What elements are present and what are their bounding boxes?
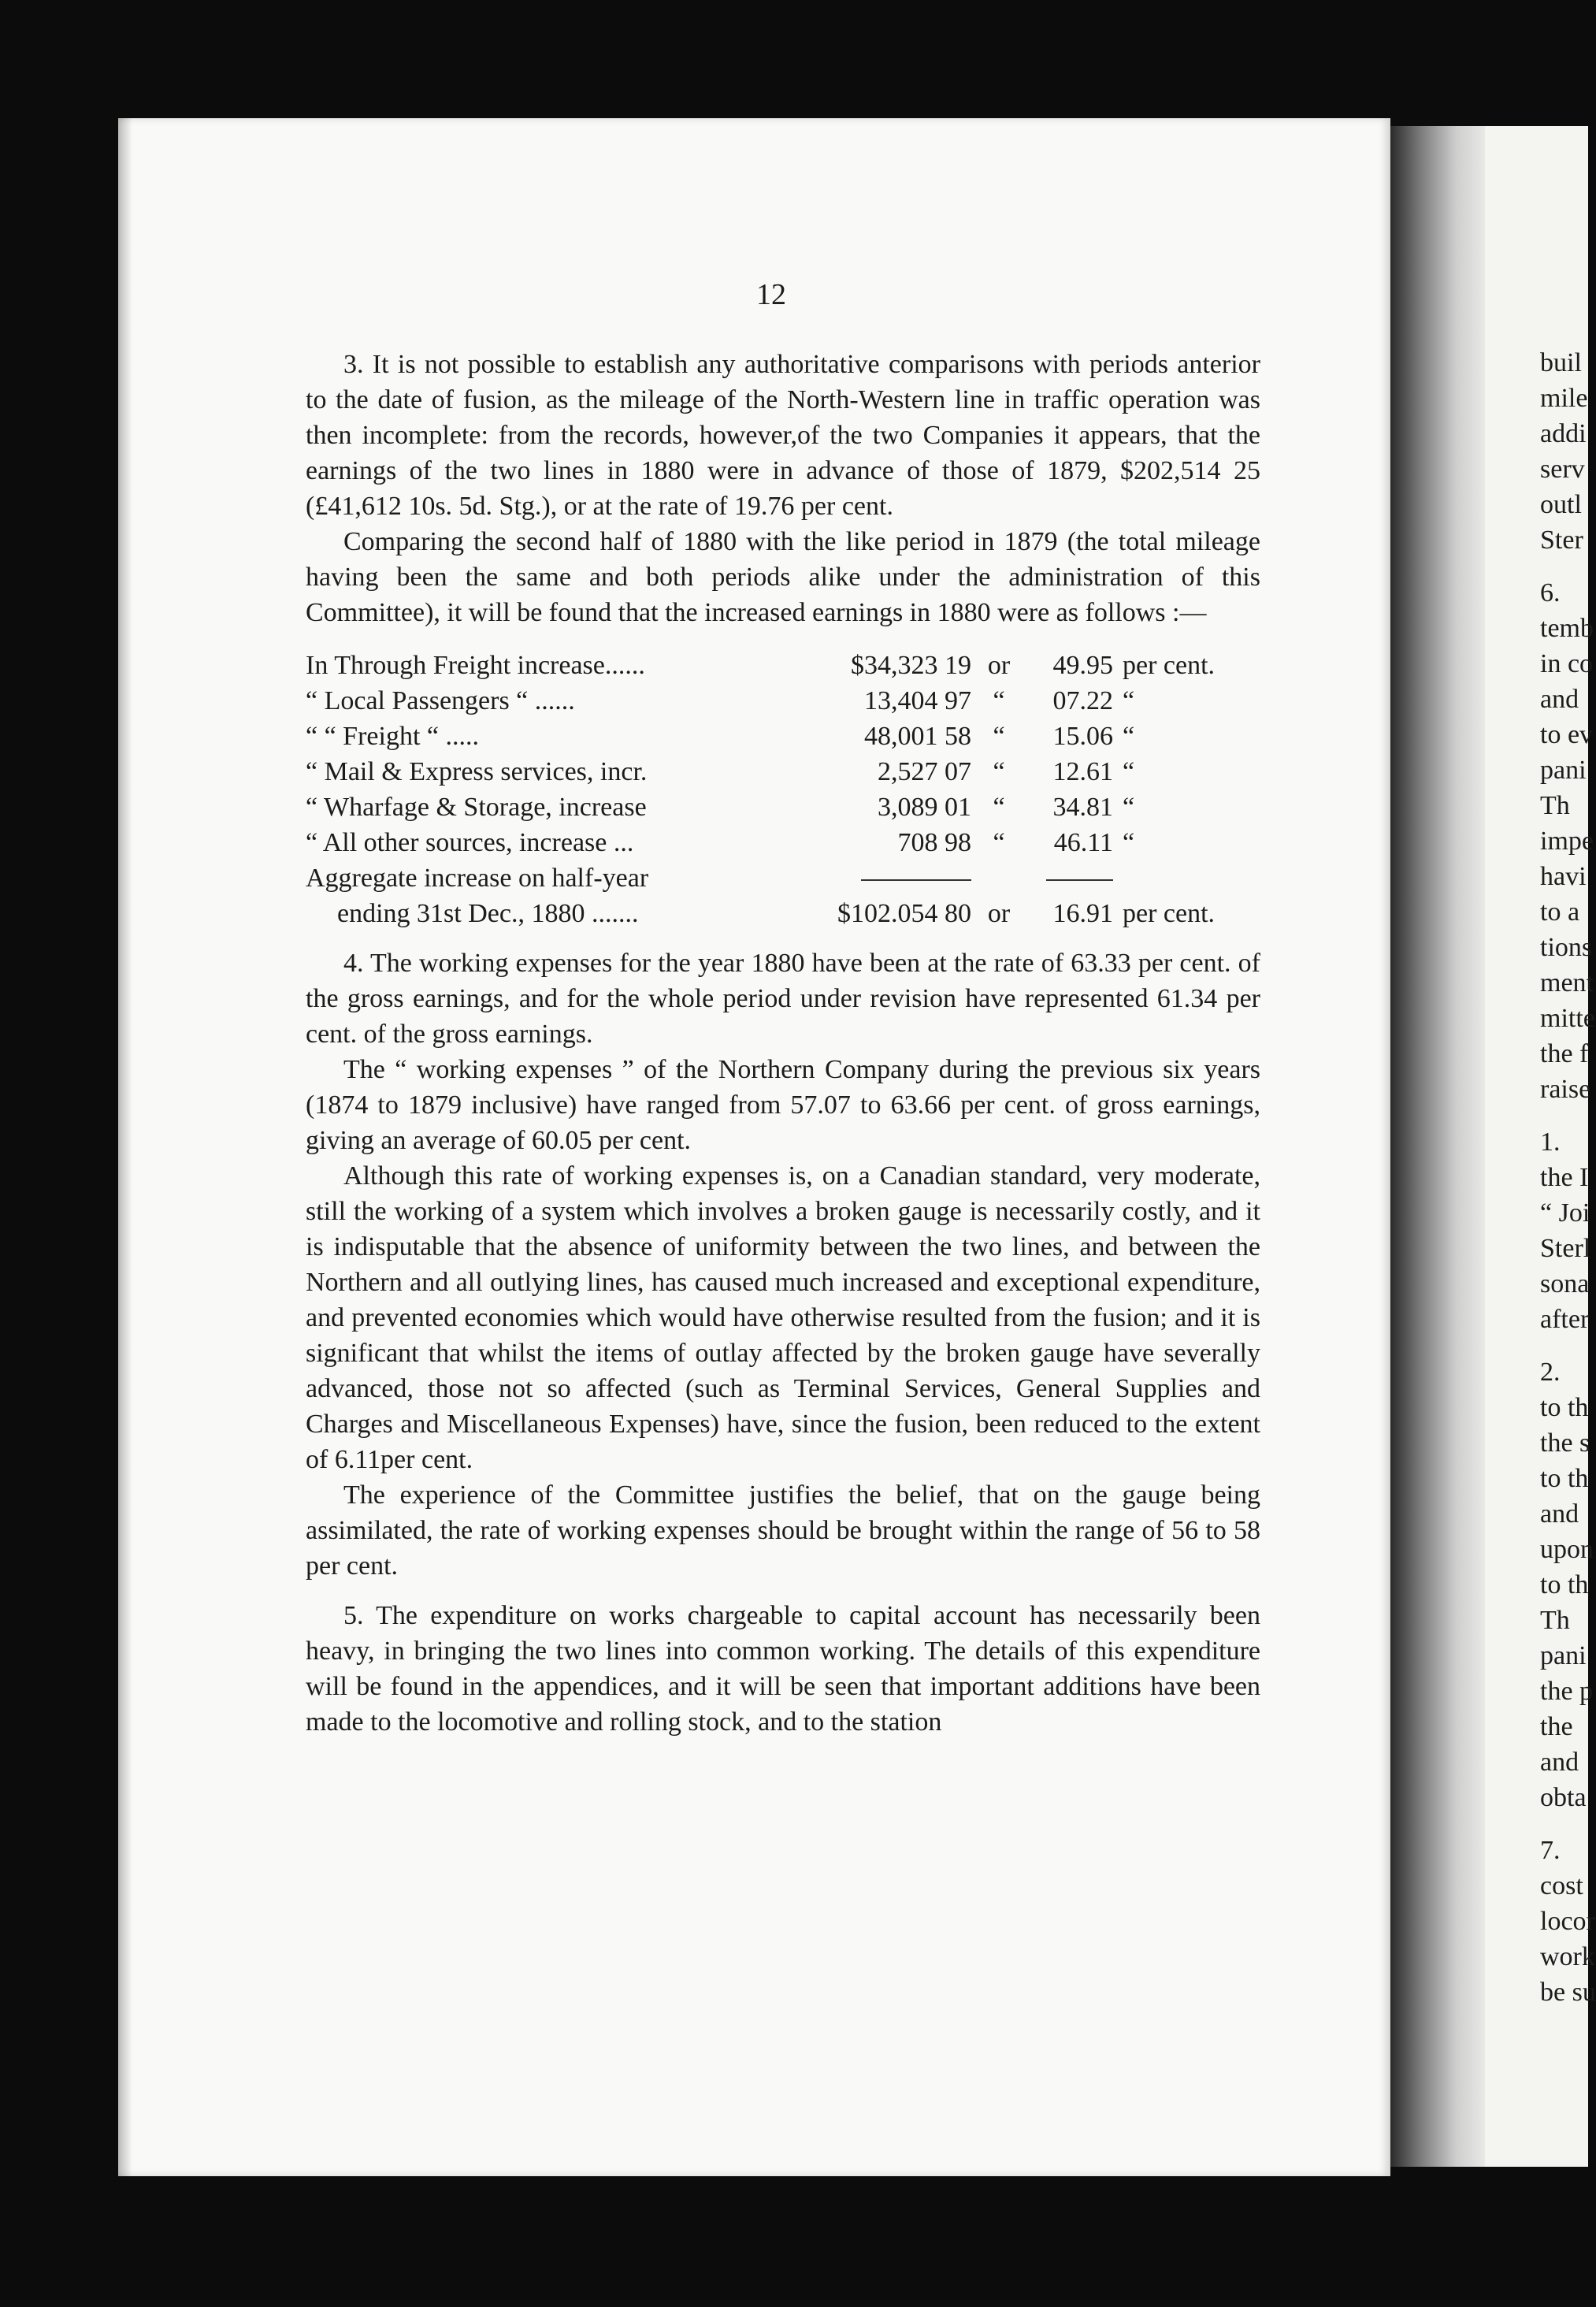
earnings-unit: “ [1123, 686, 1135, 715]
earnings-label: “ Mail & Express services, incr. [306, 757, 648, 786]
earnings-label: In Through Freight increase...... [306, 651, 645, 680]
next-page-fragment: work [1540, 1942, 1595, 1971]
next-page-fragment: and [1540, 1748, 1579, 1777]
earnings-row [306, 825, 1260, 860]
next-page-fragment: Ster [1540, 526, 1583, 555]
earnings-amount: $34,323 19 [851, 651, 971, 680]
earnings-amount: 3,089 01 [878, 793, 971, 822]
paragraph-5: 5. The expenditure on works chargeable to capital account has necessarily been heavy, in bringing the two lines into common working. The details of this expenditure will be found in the appendices, and it will be seen that important additions have been made to the locomotive and rolling stock, and to the station [306, 1601, 1260, 1737]
earnings-row [306, 648, 1260, 683]
next-page-fragment: 1. [1540, 1127, 1561, 1157]
next-page-fragment: sona [1540, 1269, 1590, 1298]
paragraph-4-continued-3: The experience of the Committee justifies the belief, that on the gauge being assimilated, the rate of working expenses should be brought within the range of 56 to 58 per cent. [306, 1480, 1260, 1581]
earnings-row [306, 719, 1260, 754]
paragraph-3-continued: Comparing the second half of 1880 with the like period in 1879 (the total mileage having been the same and both periods alike under the administration of this Committee), it will be found that the increased earnings in 1880 were as follows :— [306, 527, 1260, 627]
next-page-fragment: the I [1540, 1163, 1589, 1192]
earnings-pct: 07.22 [1052, 686, 1113, 715]
page-body [306, 276, 1260, 1740]
next-page-fragment: the f [1540, 1039, 1589, 1068]
earnings-sep: “ [993, 757, 1005, 786]
next-page-fragment: Th [1540, 1606, 1570, 1635]
earnings-label: “ Wharfage & Storage, increase [306, 793, 647, 822]
aggregate-sep: or [987, 899, 1011, 928]
next-page-fragment: pani [1540, 756, 1587, 785]
next-page-fragment: ment [1540, 968, 1594, 997]
aggregate-label-2: ending 31st Dec., 1880 ....... [337, 899, 639, 928]
paragraph-4: 4. The working expenses for the year 1880 have been at the rate of 63.33 per cent. of the gross earnings, and for the whole period under revision have represented 61.34 per cent. of the gross earnings. [306, 949, 1260, 1049]
earnings-sep: “ [993, 793, 1005, 822]
next-page-fragment: Sterl [1540, 1234, 1591, 1263]
earnings-sep: “ [993, 686, 1005, 715]
next-page-fragment: to th [1540, 1464, 1589, 1493]
earnings-row [306, 754, 1260, 789]
next-page-fragment: to a [1540, 897, 1580, 927]
earnings-label: “ Local Passengers “ ...... [306, 686, 575, 715]
next-page-fragment: the s [1540, 1428, 1590, 1458]
next-page-fragment: to ev [1540, 720, 1594, 749]
aggregate-pct: 16.91 [1052, 899, 1113, 928]
earnings-sep: or [987, 651, 1011, 680]
next-page-fragment: “ Joi [1540, 1198, 1590, 1228]
next-page-fragment: and [1540, 1499, 1579, 1529]
earnings-amount: 708 98 [897, 828, 971, 857]
earnings-label: “ “ Freight “ ..... [306, 722, 479, 751]
aggregate-amount: $102.054 80 [837, 899, 971, 928]
page-number: 12 [756, 278, 786, 311]
next-page-fragment: the [1540, 1712, 1573, 1741]
next-page-fragment: obta [1540, 1783, 1587, 1812]
next-page-fragment: to th [1540, 1393, 1589, 1422]
next-page-fragment: pani [1540, 1641, 1587, 1670]
next-page-fragment: 7. [1540, 1836, 1561, 1865]
earnings-unit: per cent. [1123, 651, 1216, 680]
paragraph-3: 3. It is not possible to establish any authoritative comparisons with periods anterior to the date of fusion, as the mileage of the North-Western line in traffic operation was then incomplete: from the records, however,of the two Companies it appears, that the earnings of the two lines in 1880 were in advance of those of 1879, $202,514 25 (£41,612 10s. 5d. Stg.), or at the rate of 19.76 per cent. [306, 350, 1260, 521]
aggregate-total-row [306, 896, 1260, 931]
paragraph-4-continued-2: Although this rate of working expenses is, on a Canadian standard, very moderate, still the working of a system which involves a broken gauge is necessarily costly, and it is indisputable that the absence of uniformity between the two lines, and between the Northern and all outlying lines, has caused much increased and exceptional expenditure, and prevented economies which would have otherwise resulted from the fusion; and it is significant that whilst the items of outlay affected by the broken gauge have severally advanced, those not so affected (such as Terminal Services, General Supplies and Charges and Miscellaneous Expenses) have, since the fusion, been reduced to the extent of 6.11per cent. [306, 1161, 1260, 1474]
next-page-fragment: and [1540, 685, 1579, 714]
next-page-fragment: temb [1540, 614, 1594, 643]
earnings-pct: 15.06 [1052, 722, 1113, 751]
book-gutter [1390, 126, 1485, 2167]
next-page-fragment: mitte [1540, 1004, 1595, 1033]
next-page-fragment: mile [1540, 384, 1588, 413]
next-page-fragment: cost [1540, 1871, 1583, 1900]
next-page-fragment: raise [1540, 1075, 1591, 1104]
next-page-fragment: addi [1540, 419, 1587, 448]
earnings-amount: 13,404 97 [864, 686, 971, 715]
aggregate-row [306, 860, 1260, 896]
earnings-label: “ All other sources, increase ... [306, 828, 634, 857]
next-page-fragment: outl [1540, 490, 1582, 519]
aggregate-unit: per cent. [1123, 899, 1216, 928]
next-page-fragment: impe [1540, 827, 1594, 856]
earnings-pct: 12.61 [1052, 757, 1113, 786]
earnings-amount: 48,001 58 [864, 722, 971, 751]
earnings-row [306, 683, 1260, 719]
next-page-fragment: to th [1540, 1570, 1589, 1599]
next-page-fragment: havi [1540, 862, 1587, 891]
earnings-pct: 49.95 [1052, 651, 1113, 680]
earnings-pct: 46.11 [1053, 828, 1113, 857]
next-page-fragment: Th [1540, 791, 1570, 820]
next-page-fragment: be su [1540, 1978, 1596, 2007]
earnings-sep: “ [993, 828, 1005, 857]
next-page-fragment: serv [1540, 455, 1585, 484]
paragraph-4-continued-1: The “ working expenses ” of the Northern Company during the previous six years (1874 to 1879 inclusive) have ranged from 57.07 to 63.66 per cent. of gross earnings, giving an average of 60.05 per cent. [306, 1055, 1260, 1155]
earnings-row [306, 789, 1260, 825]
next-page-fragment: tions [1540, 933, 1593, 962]
next-page-fragment: the p [1540, 1677, 1594, 1706]
earnings-sep: “ [993, 722, 1005, 751]
next-page-fragment: locor [1540, 1907, 1595, 1936]
earnings-unit: “ [1123, 757, 1135, 786]
aggregate-label-1: Aggregate increase on half-year [306, 864, 649, 893]
earnings-pct: 34.81 [1052, 793, 1113, 822]
aggregate-rule [802, 860, 971, 896]
aggregate-rule-pct [1026, 860, 1113, 896]
next-page-fragment: 6. [1540, 578, 1561, 607]
next-page-fragment: 2. [1540, 1358, 1561, 1387]
next-page-fragment: after [1540, 1305, 1590, 1334]
earnings-table [306, 648, 1260, 931]
next-page-fragment: upon [1540, 1535, 1594, 1564]
earnings-unit: “ [1123, 828, 1135, 857]
earnings-unit: “ [1123, 722, 1135, 751]
next-page-edge [1485, 126, 1596, 2167]
next-page-fragment: in co [1540, 649, 1594, 678]
earnings-amount: 2,527 07 [878, 757, 971, 786]
next-page-fragment: buil [1540, 348, 1582, 377]
earnings-unit: “ [1123, 793, 1135, 822]
